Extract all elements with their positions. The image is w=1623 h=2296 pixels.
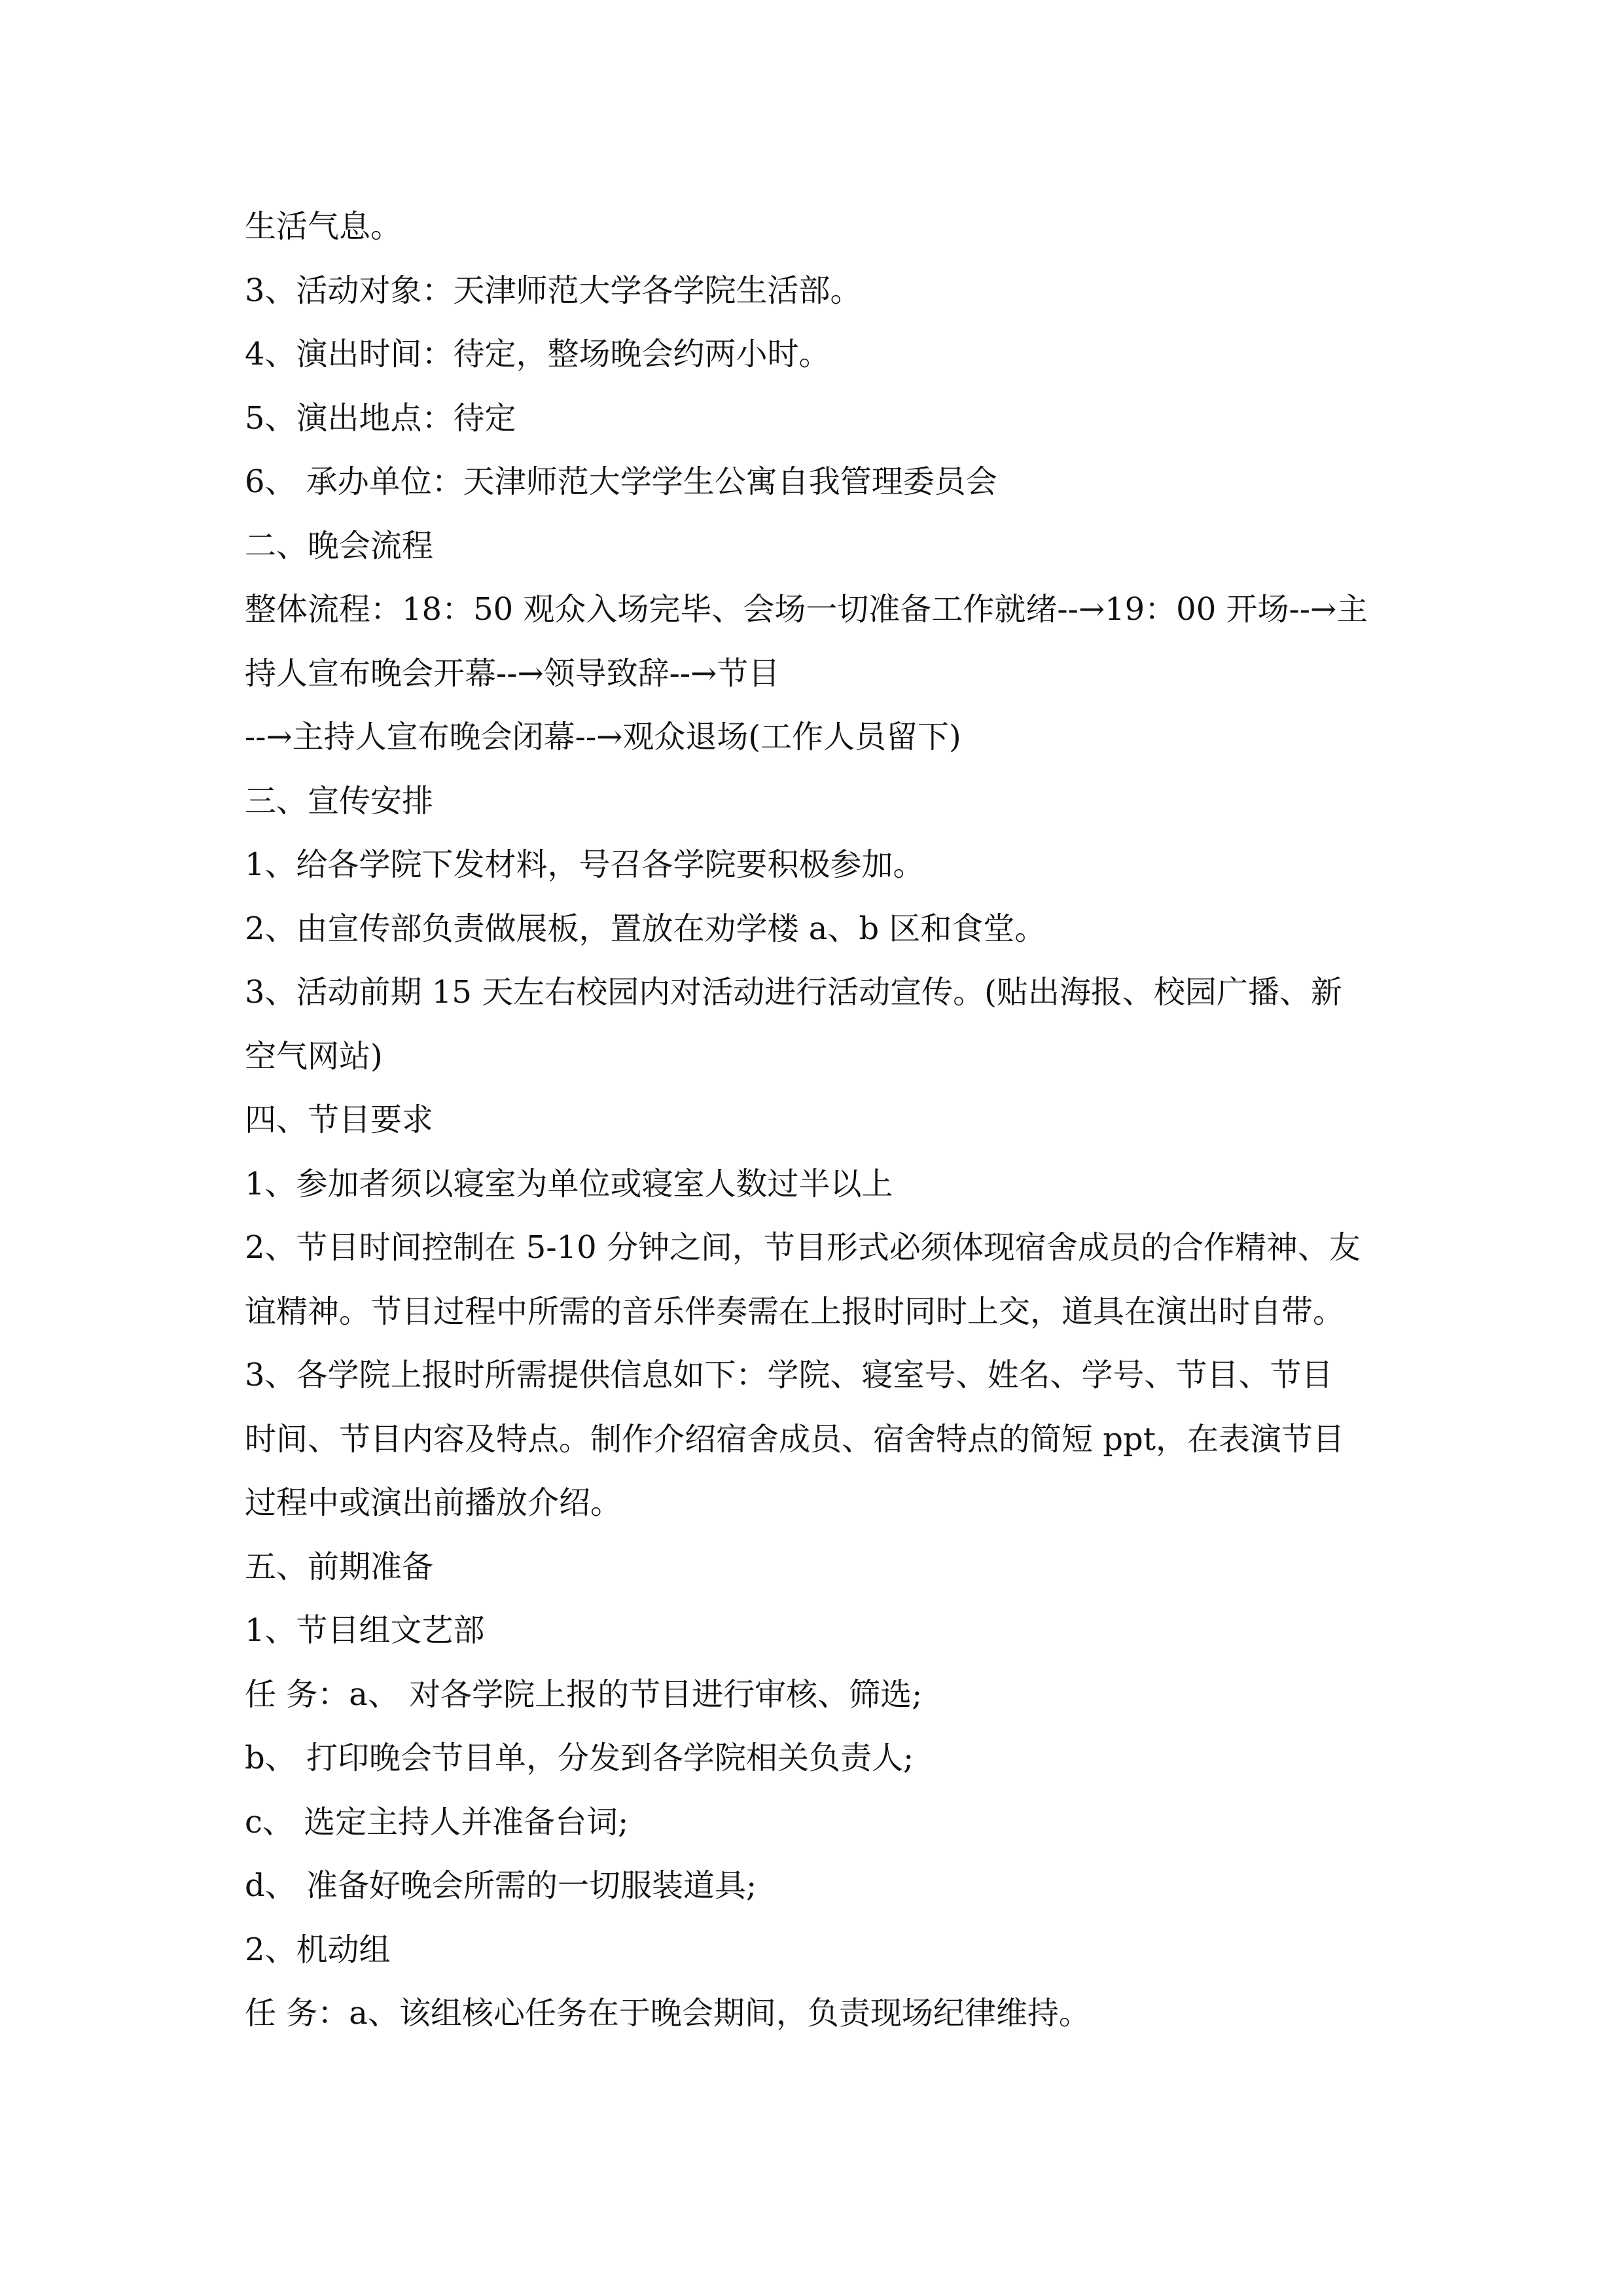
text-line: 整体流程：18：50 观众入场完毕、会场一切准备工作就绪--→19：00 开场--→主 bbox=[245, 591, 1368, 628]
section-heading: 五、前期准备 bbox=[245, 1548, 434, 1585]
section-heading: 三、宣传安排 bbox=[245, 782, 434, 819]
text-line: c、 选定主持人并准备台词; bbox=[245, 1803, 629, 1840]
text-line: 任 务：a、 对各学院上报的节目进行审核、筛选; bbox=[245, 1676, 923, 1713]
document-body bbox=[245, 195, 1410, 2046]
text-line: 过程中或演出前播放介绍。 bbox=[245, 1484, 622, 1521]
text-line: 3、活动对象：天津师范大学各学院生活部。 bbox=[245, 272, 862, 309]
text-line: --→主持人宣布晚会闭幕--→观众退场(工作人员留下) bbox=[245, 719, 961, 755]
text-line: 2、机动组 bbox=[245, 1931, 391, 1968]
text-line: 谊精神。节目过程中所需的音乐伴奏需在上报时同时上交，道具在演出时自带。 bbox=[245, 1293, 1345, 1330]
text-line: 时间、节目内容及特点。制作介绍宿舍成员、宿舍特点的简短 ppt，在表演节目 bbox=[245, 1420, 1345, 1458]
text-line: 6、 承办单位：天津师范大学学生公寓自我管理委员会 bbox=[245, 463, 997, 500]
text-line: 1、参加者须以寝室为单位或寝室人数过半以上 bbox=[245, 1165, 893, 1202]
text-line: 5、演出地点：待定 bbox=[245, 399, 516, 437]
text-line: d、 准备好晚会所需的一切服装道具; bbox=[245, 1867, 757, 1904]
text-line: 3、活动前期 15 天左右校园内对活动进行活动宣传。(贴出海报、校园广播、新 bbox=[245, 974, 1342, 1011]
section-heading: 二、晚会流程 bbox=[245, 527, 434, 564]
text-line: 空气网站) bbox=[245, 1037, 383, 1075]
section-heading: 四、节目要求 bbox=[245, 1102, 434, 1138]
text-line: 持人宣布晚会开幕--→领导致辞--→节目 bbox=[245, 655, 780, 692]
text-line: 2、节目时间控制在 5-10 分钟之间，节目形式必须体现宿舍成员的合作精神、友 bbox=[245, 1229, 1361, 1266]
text-line: 2、由宣传部负责做展板，置放在劝学楼 a、b 区和食堂。 bbox=[245, 910, 1046, 947]
text-line: 任 务：a、该组核心任务在于晚会期间，负责现场纪律维持。 bbox=[245, 1995, 1090, 2032]
text-line: 4、演出时间：待定，整场晚会约两小时。 bbox=[245, 336, 830, 372]
text-line: 1、给各学院下发材料，号召各学院要积极参加。 bbox=[245, 846, 925, 883]
text-line: 3、各学院上报时所需提供信息如下：学院、寝室号、姓名、学号、节目、节目 bbox=[245, 1357, 1333, 1393]
text-line: b、 打印晚会节目单，分发到各学院相关负责人; bbox=[245, 1740, 914, 1776]
text-line: 生活气息。 bbox=[245, 208, 402, 245]
text-line: 1、节目组文艺部 bbox=[245, 1612, 485, 1649]
